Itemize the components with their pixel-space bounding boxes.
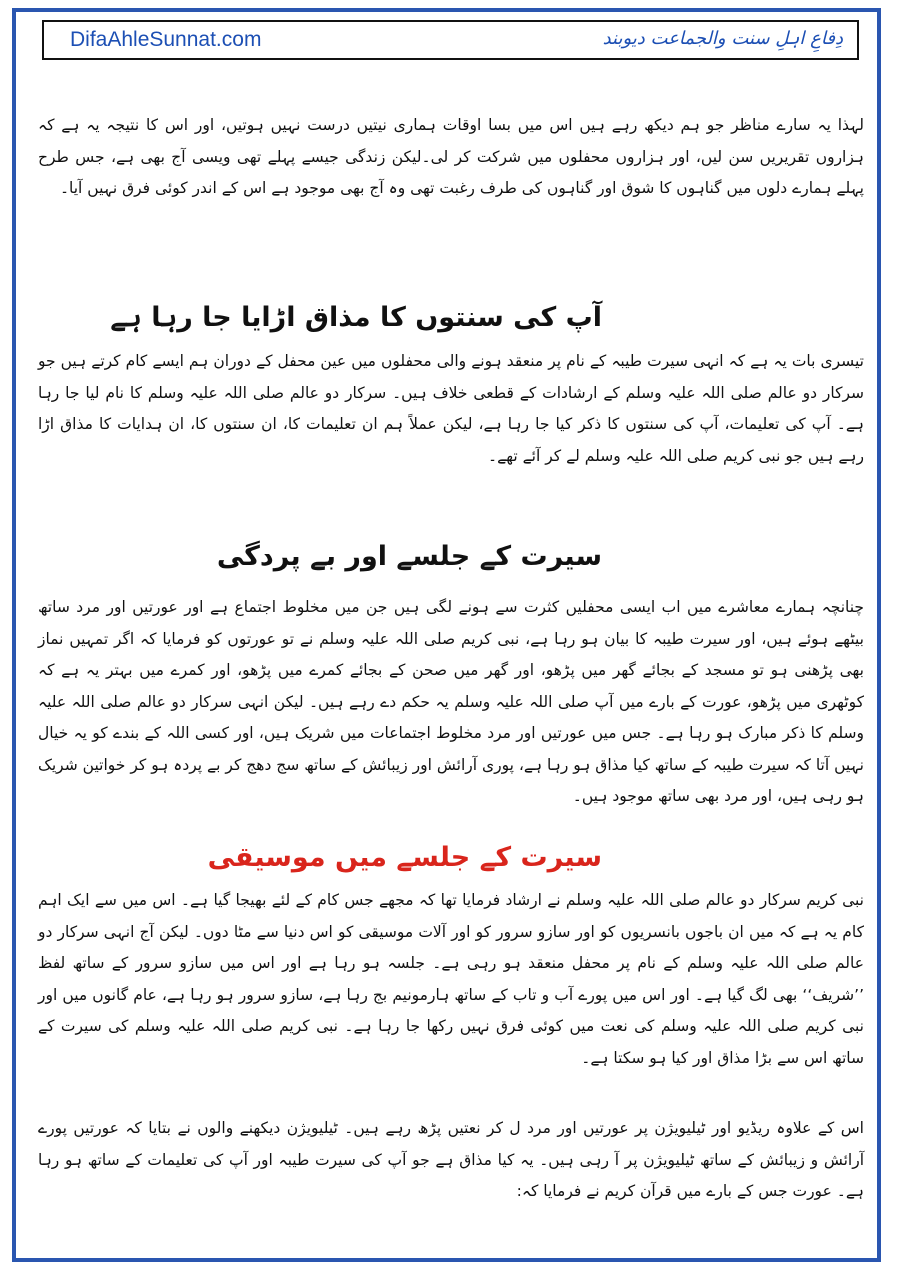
heading-seerat-gatherings-purdah: سیرت کے جلسے اور بے پردگی — [216, 541, 602, 572]
site-url[interactable]: DifaAhleSunnat.com — [70, 28, 262, 51]
paragraph-music-in-gatherings: نبی کریم سرکار دو عالم صلی اللہ علیہ وسلم نے ارشاد فرمایا تھا کہ مجھے جس کام کے لئے بھیجا گیا ہے۔ اس میں سے ایک اہم کام یہ ہے کہ میں ان باجوں بانسریوں کو اور سازو سرور کو اور آلات موسیقی کو اس دنیا سے مٹا دوں۔ لیکن آج انہی سرکار دو عالم صلی اللہ علیہ وسلم کے نام پر محفل منعقد ہو رہی ہے۔ جلسہ ہو رہا ہے اور اس میں سازو سرور کے ساتھ لفظ ’’شریف‘‘ بھی لگ گیا ہے۔ اور اس میں پورے آب و تاب کے ساتھ ہارمونیم بج رہا ہے، سازو سرور ہو رہا ہے، عام گانوں میں اور نبی کریم صلی اللہ علیہ وسلم کی نعت میں کوئی فرق نہیں رکھا جا رہا ہے۔ نبی کریم صلی اللہ علیہ وسلم کی سیرت کے ساتھ اس سے بڑا مذاق اور کیا ہو سکتا ہے۔ — [38, 891, 864, 1067]
paragraph-seerat-gatherings-purdah: چنانچہ ہمارے معاشرے میں اب ایسی محفلیں کثرت سے ہونے لگی ہیں جن میں مخلوط اجتماع ہے اور عورتیں اور مرد ساتھ بیٹھے ہوئے ہیں، اور سیرت طیبہ کا بیان ہو رہا ہے، نبی کریم صلی اللہ علیہ وسلم نے تو عورتوں کو فرمایا کہ اگر تمہیں نماز بھی پڑھنی ہو تو مسجد کے بجائے گھر میں پڑھو، اور گھر میں صحن کے بجائے کمرے میں پڑھو، اور کمرے میں بہتر یہ ہے کہ کوٹھری میں پڑھو، عورت کے بارے میں آپ صلی اللہ علیہ وسلم یہ حکم دے رہے ہیں۔ لیکن انہی سرکار دو عالم صلی اللہ علیہ وسلم کا ذکر مبارک ہو رہا ہے۔ جس میں عورتیں اور مرد مخلوط اجتماعات میں شریک ہیں، اور کسی اللہ کے بندے کو یہ خیال نہیں آتا کہ سیرت طیبہ کے ساتھ کیا مذاق ہو رہا ہے، پوری آرائش اور زیبائش کے ساتھ سج دھج کر بے پردہ ہو کر خواتین شریک ہو رہی ہیں، اور مرد بھی ساتھ موجود ہیں۔ — [38, 598, 864, 805]
page-header — [42, 20, 859, 60]
heading-sunnah-mocked: آپ کی سنتوں کا مذاق اڑایا جا رہا ہے — [110, 302, 602, 333]
organization-title: دِفاعِ اہلِ سنت والجماعت دیوبند — [602, 28, 843, 49]
paragraph-sunnah-mocked: تیسری بات یہ ہے کہ انہی سیرت طیبہ کے نام پر منعقد ہونے والی محفلوں میں عین محفل کے دوران ہم ایسے کام کرتے ہیں جو سرکار دو عالم صلی اللہ علیہ وسلم کے ارشادات کے قطعی خلاف ہیں۔ سرکار دو عالم صلی اللہ علیہ وسلم کا نام لیا جا رہا ہے۔ آپ کی تعلیمات، آپ کی سنتوں کا ذکر کیا جا رہا ہے، لیکن عملاً ہم ان تعلیمات کا، ان سنتوں کا، ان ہدایات کا مذاق اڑا رہے ہیں جو نبی کریم صلی اللہ علیہ وسلم لے کر آئے تھے۔ — [38, 352, 864, 465]
intro-paragraph: لہذا یہ سارے مناظر جو ہم دیکھ رہے ہیں اس میں بسا اوقات ہماری نیتیں درست نہیں ہوتیں، اور اس کا نتیجہ یہ ہے کہ ہزاروں تقریریں سن لیں، اور ہزاروں محفلوں میں شرکت کر لی۔لیکن زندگی جیسے پہلے تھی ویسی آج بھی ہے، جس طرح پہلے ہمارے دلوں میں گناہوں کا شوق اور گناہوں کی طرف رغبت تھی وہ آج بھی موجود ہے اس کے اندر کوئی فرق نہیں آیا۔ — [38, 116, 864, 197]
paragraph-radio-television: اس کے علاوہ ریڈیو اور ٹیلیویژن پر عورتیں اور مرد ل کر نعتیں پڑھ رہے ہیں۔ ٹیلیویژن دیکھنے والوں نے بتایا کہ عورتیں پورے آرائش و زیبائش کے ساتھ ٹیلیویژن پر آ رہی ہیں۔ یہ کیا مذاق ہے جو آپ کی سیرت طیبہ اور آپ کی تعلیمات کے ساتھ ہو رہا ہے۔ عورت جس کے بارے میں قرآن کریم نے فرمایا کہ: — [38, 1119, 864, 1200]
heading-music-in-gatherings: سیرت کے جلسے میں موسیقی — [207, 842, 602, 873]
